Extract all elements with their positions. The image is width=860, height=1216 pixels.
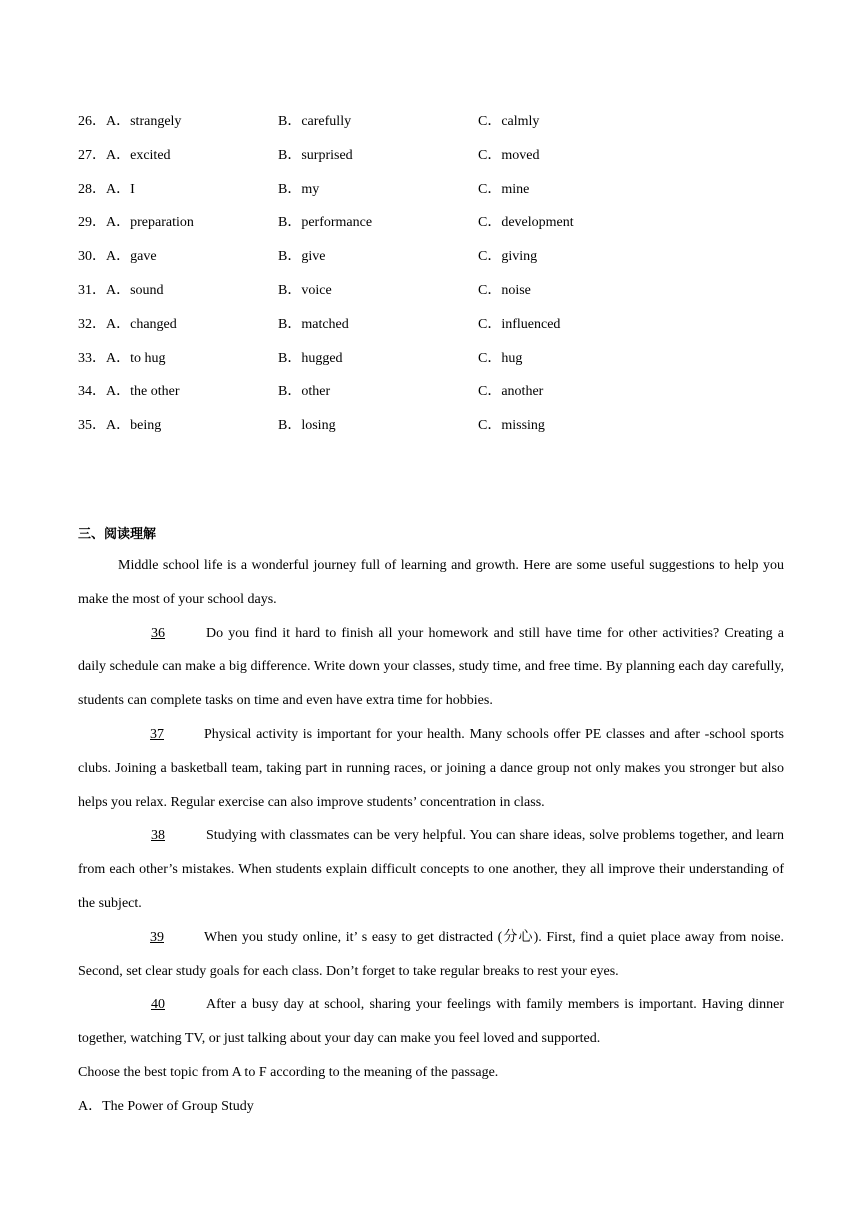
option-c: C．influenced xyxy=(478,316,561,332)
option-a: 35．A．being xyxy=(78,418,162,434)
option-row-35 xyxy=(78,416,778,450)
option-a: 29．A．preparation xyxy=(78,215,194,231)
option-row-31 xyxy=(78,281,778,315)
option-b: B．surprised xyxy=(278,147,353,163)
option-c: C．development xyxy=(478,215,574,231)
option-row-28 xyxy=(78,180,778,214)
option-b: B．matched xyxy=(278,316,349,332)
option-a: 32．A．changed xyxy=(78,316,177,332)
option-a: 27．A．excited xyxy=(78,147,171,163)
option-row-27 xyxy=(78,146,778,180)
passage-paragraph-36 xyxy=(78,617,784,718)
option-b: B．carefully xyxy=(278,114,352,129)
option-row-32 xyxy=(78,315,778,349)
option-a: 30．A．gave xyxy=(78,249,157,265)
option-a: 31．A．sound xyxy=(78,282,164,298)
answer-blank: 39 xyxy=(150,929,164,945)
passage-intro: Middle school life is a wonderful journey full of learning and growth. Here are some useful suggestions to help you make the most of your school days. xyxy=(78,558,784,607)
section-heading: 三、阅读理解 xyxy=(78,527,157,542)
paragraph-text: When you study online, it’ s easy to get distracted (分心). First, find a quiet place away from noise. Second, set clear study goals for each class. Don’t forget to take regular breaks to rest your eyes. xyxy=(78,929,784,979)
option-c: C．calmly xyxy=(478,114,540,129)
answer-blank: 37 xyxy=(150,726,164,742)
option-c: C．missing xyxy=(478,418,545,434)
paragraph-text: After a busy day at school, sharing your feelings with family members is important. Having dinner together, watching TV, or just talking about your day can make you feel loved and supported. xyxy=(78,997,784,1047)
option-b: B．losing xyxy=(278,418,336,434)
option-row-30 xyxy=(78,247,778,281)
option-row-33 xyxy=(78,349,778,383)
answer-blank: 38 xyxy=(151,828,165,844)
option-a: 28．A．I xyxy=(78,181,135,197)
paragraph-text: Do you find it hard to finish all your homework and still have time for other activities? Creating a daily schedule can make a big difference. Write down your classes, study time, and free time. By planning each day carefully, students can complete tasks on time and even have extra time for hobbies. xyxy=(78,625,784,709)
answer-blank: 40 xyxy=(151,997,165,1013)
option-c: C．another xyxy=(478,384,544,400)
option-row-26 xyxy=(78,112,778,146)
passage-paragraph-40 xyxy=(78,988,784,1056)
option-b: B．voice xyxy=(278,282,332,298)
option-c: C．moved xyxy=(478,147,540,163)
cloze-options xyxy=(78,112,778,450)
option-c: C．mine xyxy=(478,181,530,197)
option-c: C．hug xyxy=(478,350,523,366)
instruction-text: Choose the best topic from A to F according to the meaning of the passage. xyxy=(78,1064,499,1080)
passage-paragraph-39 xyxy=(78,921,784,989)
option-b: B．other xyxy=(278,384,331,400)
passage-paragraph-38 xyxy=(78,819,784,920)
option-a: 26．A．strangely xyxy=(78,114,182,129)
option-b: B．give xyxy=(278,249,326,265)
question-tail xyxy=(78,1056,784,1124)
option-c: C．giving xyxy=(478,249,538,265)
option-b: B．my xyxy=(278,181,320,197)
paragraph-text: Physical activity is important for your health. Many schools offer PE classes and after -school sports clubs. Joining a basketball team, taking part in running races, or joining a dance group not only makes you stronger but also helps you relax. Regular exercise can also improve students’ concentration in class. xyxy=(78,726,784,810)
option-b: B．hugged xyxy=(278,350,343,366)
option-a: 34．A．the other xyxy=(78,384,180,400)
paragraph-text: Studying with classmates can be very helpful. You can share ideas, solve problems together, and learn from each other’s mistakes. When students explain difficult concepts to one another, they all improve their understanding of the subject. xyxy=(78,828,784,911)
passage-paragraph-37 xyxy=(78,718,784,819)
option-row-34 xyxy=(78,382,778,416)
option-row-29 xyxy=(78,213,778,247)
reading-passage xyxy=(78,549,784,1124)
option-a: 33．A．to hug xyxy=(78,350,166,366)
answer-blank: 36 xyxy=(151,625,165,641)
option-b: B．performance xyxy=(278,215,373,231)
topic-choice-a: A．The Power of Group Study xyxy=(78,1098,254,1114)
option-c: C．noise xyxy=(478,282,531,298)
